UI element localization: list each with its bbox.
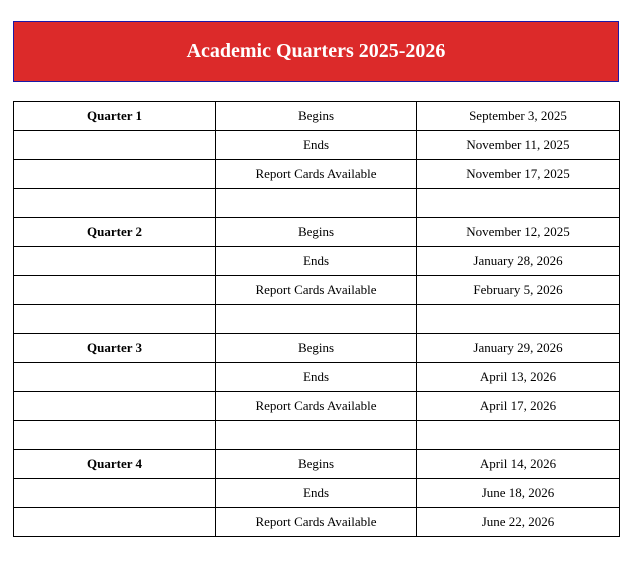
event-label: Ends (216, 479, 417, 508)
event-label: Report Cards Available (216, 160, 417, 189)
table-row (14, 392, 620, 421)
event-label: Ends (216, 131, 417, 160)
quarter-name: Quarter 1 (14, 102, 216, 131)
event-label: Ends (216, 363, 417, 392)
empty-cell (14, 479, 216, 508)
empty-cell (417, 421, 620, 450)
table-row (14, 160, 620, 189)
spacer-row (14, 305, 620, 334)
empty-cell (216, 421, 417, 450)
empty-cell (14, 247, 216, 276)
table-row (14, 363, 620, 392)
event-date: January 28, 2026 (417, 247, 620, 276)
quarter-name: Quarter 2 (14, 218, 216, 247)
empty-cell (14, 131, 216, 160)
quarter-name: Quarter 4 (14, 450, 216, 479)
event-date: November 17, 2025 (417, 160, 620, 189)
empty-cell (417, 189, 620, 218)
event-date: April 14, 2026 (417, 450, 620, 479)
event-date: November 12, 2025 (417, 218, 620, 247)
title-banner (13, 21, 619, 82)
quarters-table (13, 101, 620, 537)
spacer-row (14, 421, 620, 450)
table-row (14, 102, 620, 131)
event-date: April 13, 2026 (417, 363, 620, 392)
empty-cell (14, 276, 216, 305)
empty-cell (14, 392, 216, 421)
table-row (14, 450, 620, 479)
empty-cell (14, 160, 216, 189)
event-label: Begins (216, 334, 417, 363)
empty-cell (216, 189, 417, 218)
event-label: Ends (216, 247, 417, 276)
page-title: Academic Quarters 2025-2026 (186, 40, 446, 62)
event-label: Report Cards Available (216, 508, 417, 537)
quarter-name: Quarter 3 (14, 334, 216, 363)
event-date: January 29, 2026 (417, 334, 620, 363)
empty-cell (14, 421, 216, 450)
empty-cell (14, 363, 216, 392)
event-date: November 11, 2025 (417, 131, 620, 160)
table-row (14, 247, 620, 276)
table-row (14, 218, 620, 247)
event-date: June 22, 2026 (417, 508, 620, 537)
empty-cell (216, 305, 417, 334)
table-row (14, 276, 620, 305)
event-label: Begins (216, 450, 417, 479)
table-row (14, 479, 620, 508)
event-date: June 18, 2026 (417, 479, 620, 508)
empty-cell (14, 189, 216, 218)
spacer-row (14, 189, 620, 218)
empty-cell (14, 508, 216, 537)
event-label: Report Cards Available (216, 392, 417, 421)
event-date: September 3, 2025 (417, 102, 620, 131)
event-label: Begins (216, 102, 417, 131)
empty-cell (14, 305, 216, 334)
event-label: Report Cards Available (216, 276, 417, 305)
event-date: April 17, 2026 (417, 392, 620, 421)
empty-cell (417, 305, 620, 334)
table-row (14, 334, 620, 363)
event-date: February 5, 2026 (417, 276, 620, 305)
table-row (14, 508, 620, 537)
event-label: Begins (216, 218, 417, 247)
table-row (14, 131, 620, 160)
